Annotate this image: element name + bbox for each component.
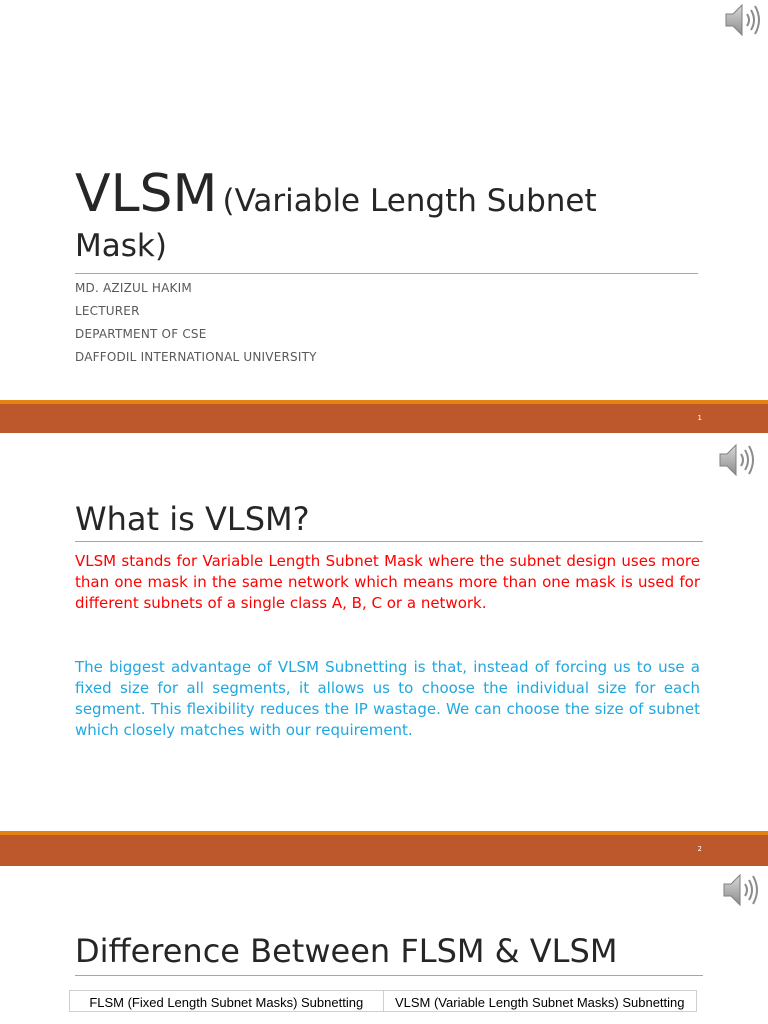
slide-title [75,164,695,224]
table-header-vlsm: VLSM (Variable Length Subnet Masks) Subnetting [383,991,697,1012]
comparison-table [69,990,697,1012]
speaker-icon[interactable] [722,0,766,40]
table-header-flsm: FLSM (Fixed Length Subnet Masks) Subnetting [70,991,384,1012]
slide-heading: Difference Between FLSM & VLSM [75,932,618,970]
speaker-icon[interactable] [720,870,764,910]
advantage-paragraph: The biggest advantage of VLSM Subnetting is that, instead of forcing us to use a fixed size for all segments, it allows us to choose the individual size for each segment. This flexibility reduces the IP wastage. We can choose the size of subnet which closely matches with our requirement. [75,658,700,739]
slide-3 [0,866,768,1024]
author-university: DAFFODIL INTERNATIONAL UNIVERSITY [75,350,317,364]
heading-divider [75,541,703,542]
footer-accent-line [0,831,768,835]
title-subtitle: (Variable Length Subnet [222,183,597,219]
title-subtitle-continued: Mask) [75,228,167,264]
slide-1-footer [0,400,768,433]
title-main: VLSM [75,164,218,224]
slide-number: 1 [697,414,702,422]
table-header-row [70,991,697,1012]
speaker-icon[interactable] [716,440,760,480]
slide-2-footer [0,831,768,866]
slide-heading: What is VLSM? [75,500,310,538]
author-role: LECTURER [75,304,140,318]
definition-paragraph: VLSM stands for Variable Length Subnet Mask where the subnet design uses more than one mask in the same network which means more than one mask is used for different subnets of a single class A, B, C or a network. [75,552,700,612]
heading-divider [75,975,703,976]
title-divider [75,273,698,274]
slide-1 [0,0,768,400]
slide-number: 2 [697,845,702,853]
author-name: MD. AZIZUL HAKIM [75,281,192,295]
footer-accent-line [0,400,768,404]
author-department: DEPARTMENT OF CSE [75,327,207,341]
slide-2 [0,433,768,831]
